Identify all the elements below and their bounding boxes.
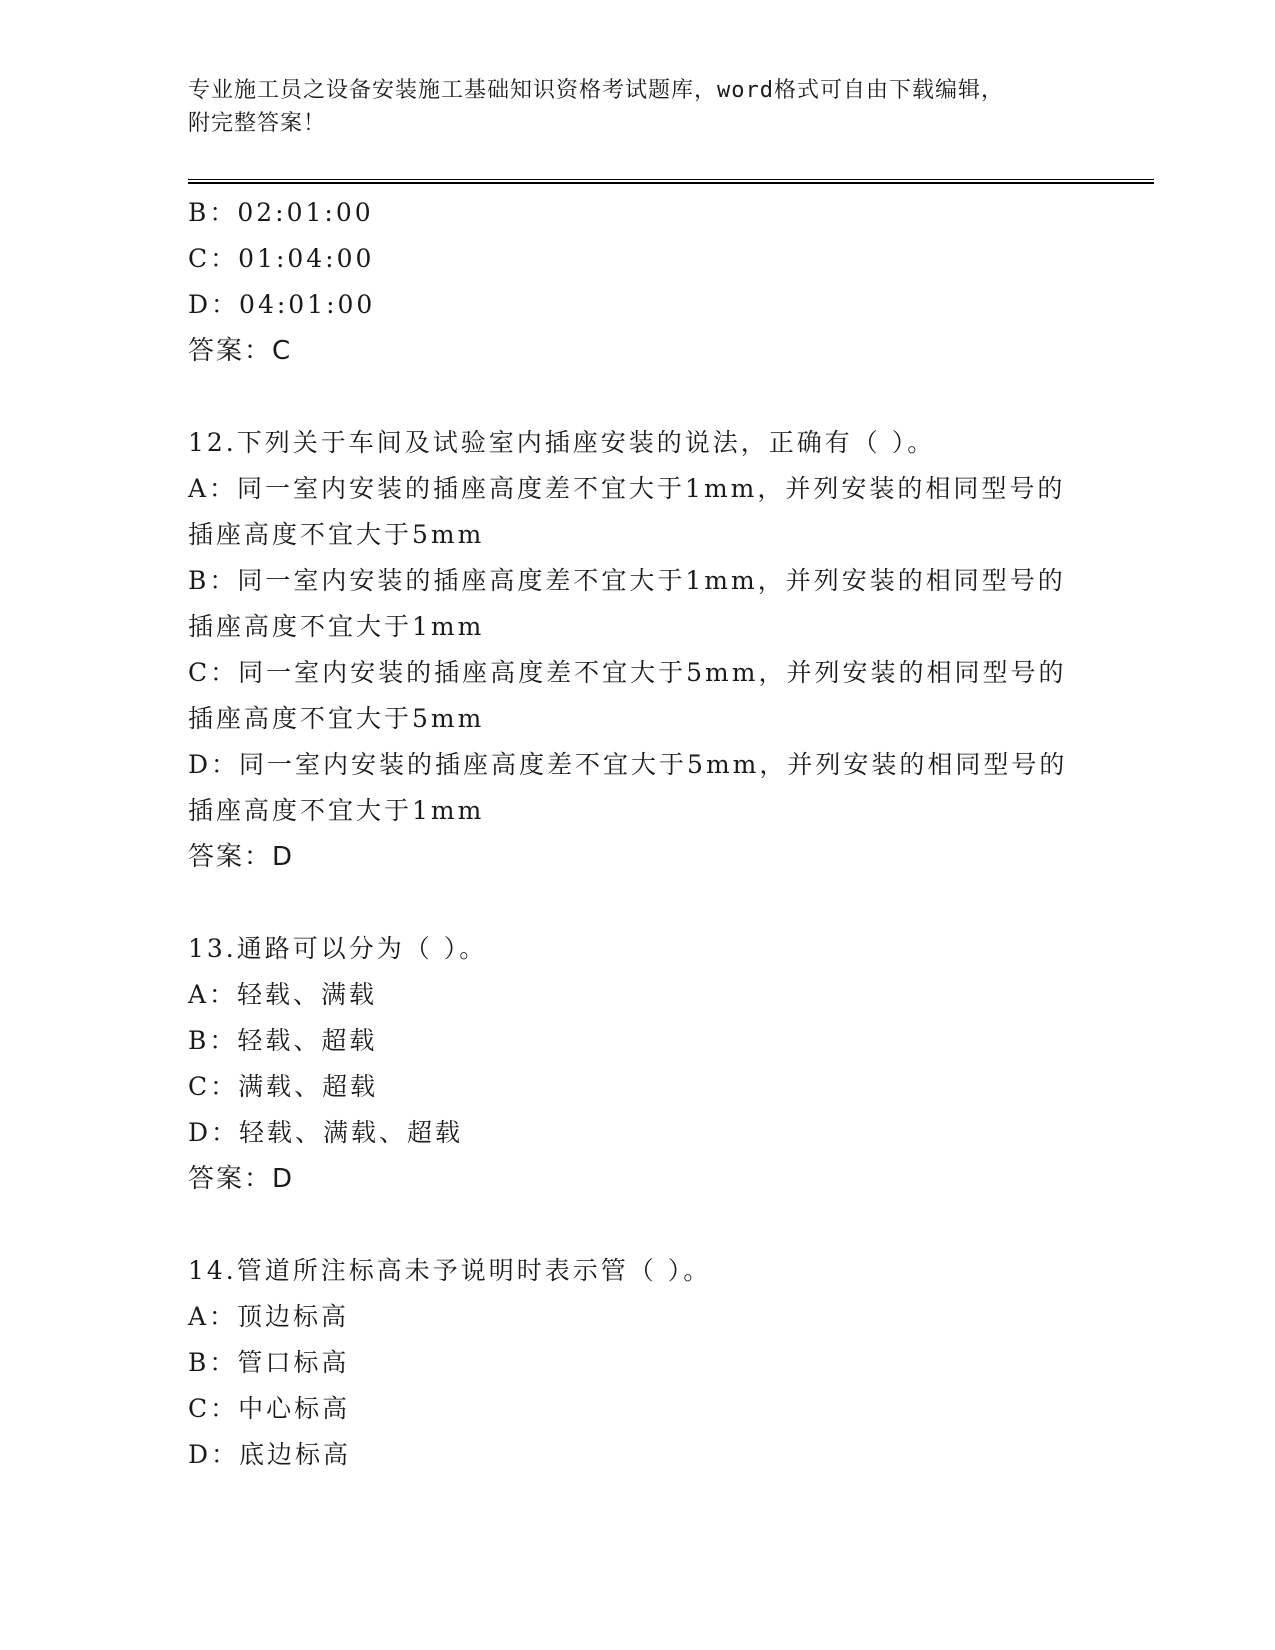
spacer — [188, 374, 1088, 420]
header-divider — [188, 179, 1154, 184]
document-header — [188, 74, 1088, 140]
option-a-continued: 插座高度不宜大于5mm — [188, 520, 485, 549]
option-c: C：01:04:00 — [188, 244, 375, 273]
option-d: D：04:01:00 — [188, 290, 376, 319]
question-12 — [188, 420, 1088, 880]
option-b: B：02:01:00 — [188, 198, 374, 227]
option-d: D：同一室内安装的插座高度差不宜大于5mm，并列安装的相同型号的 — [188, 750, 1068, 779]
option-b: B：轻载、超载 — [188, 1026, 378, 1055]
question-text: 14.管道所注标高未予说明时表示管（ ）。 — [188, 1256, 712, 1285]
option-d: D：轻载、满载、超载 — [188, 1118, 464, 1147]
option-b: B：管口标高 — [188, 1348, 350, 1377]
option-a: A：轻载、满载 — [188, 980, 378, 1009]
question-list — [188, 190, 1088, 1478]
option-c: C：满载、超载 — [188, 1072, 379, 1101]
answer: 答案：D — [188, 842, 295, 872]
option-c: C：中心标高 — [188, 1394, 351, 1423]
spacer — [188, 880, 1088, 926]
question-11-fragment — [188, 190, 1088, 374]
question-text: 13.通路可以分为（ ）。 — [188, 934, 488, 963]
option-c: C：同一室内安装的插座高度差不宜大于5mm，并列安装的相同型号的 — [188, 658, 1067, 687]
option-b: B：同一室内安装的插座高度差不宜大于1mm，并列安装的相同型号的 — [188, 566, 1066, 595]
option-c-continued: 插座高度不宜大于5mm — [188, 704, 485, 733]
option-d: D：底边标高 — [188, 1440, 352, 1469]
option-a: A：同一室内安装的插座高度差不宜大于1mm，并列安装的相同型号的 — [188, 474, 1066, 503]
question-14 — [188, 1248, 1088, 1478]
option-b-continued: 插座高度不宜大于1mm — [188, 612, 485, 641]
answer: 答案：C — [188, 336, 293, 366]
header-line-1: 专业施工员之设备安装施工基础知识资格考试题库，word格式可自由下载编辑， — [188, 78, 1004, 103]
option-d-continued: 插座高度不宜大于1mm — [188, 796, 485, 825]
question-13 — [188, 926, 1088, 1202]
question-text: 12.下列关于车间及试验室内插座安装的说法，正确有（ ）。 — [188, 428, 936, 457]
answer: 答案：D — [188, 1164, 295, 1194]
option-a: A：顶边标高 — [188, 1302, 350, 1331]
header-line-2: 附完整答案！ — [188, 111, 327, 136]
spacer — [188, 1202, 1088, 1248]
